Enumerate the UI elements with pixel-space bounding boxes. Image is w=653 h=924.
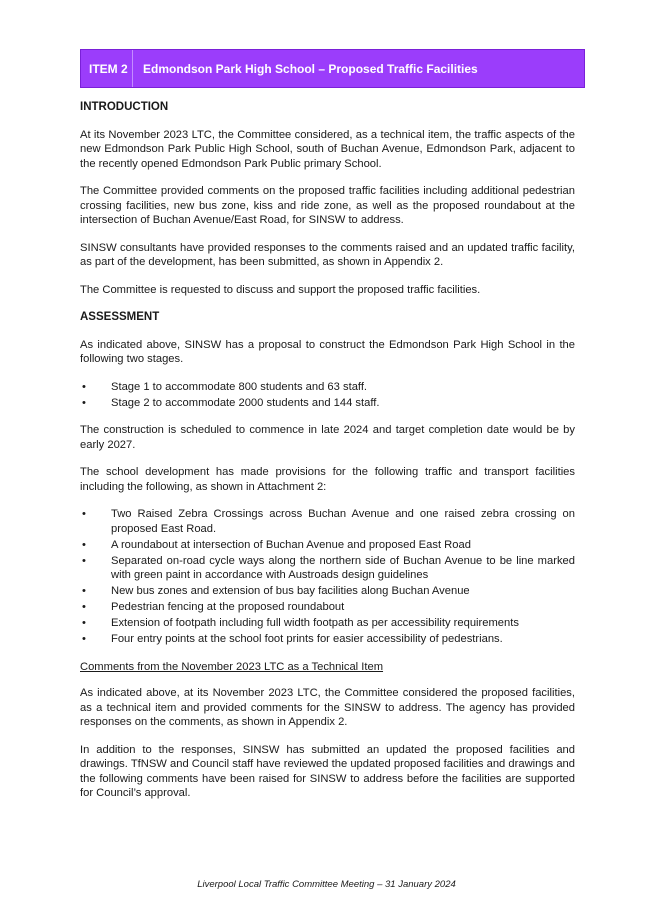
intro-paragraph-4: The Committee is requested to discuss and support the proposed traffic facilities. bbox=[80, 283, 481, 296]
comments-paragraph-2: In addition to the responses, SINSW has submitted an updated the proposed facilities and drawings. TfNSW and Council staff have reviewed the updated proposed facilities and drawings and the following comments have been raised for SINSW to address before the facilities are supported for Council’s approval. bbox=[80, 743, 575, 799]
comments-paragraph-1: As indicated above, at its November 2023 LTC, the Committee considered the proposed facilities, as a technical item and provided comments for the SINSW to address. The agency has provided responses on the comments, as shown in Appendix 2. bbox=[80, 687, 575, 728]
list-item: • Stage 2 to accommodate 2000 students and 144 staff. bbox=[80, 396, 575, 411]
assessment-intro: As indicated above, SINSW has a proposal to construct the Edmondson Park High School in the following two stages. bbox=[80, 338, 575, 365]
page-footer: Liverpool Local Traffic Committee Meeting – 31 January 2024 bbox=[197, 879, 456, 890]
list-item: • Stage 1 to accommodate 800 students and 63 staff. bbox=[80, 380, 575, 395]
intro-paragraph-2: The Committee provided comments on the proposed traffic facilities including additional pedestrian crossing facilities, new bus zone, kiss and ride zone, as well as the proposed roundabout at the intersection of Buchan Avenue/East Road, for SINSW to address. bbox=[80, 185, 575, 226]
list-item: • Four entry points at the school foot prints for easier accessibility of pedestrians. bbox=[80, 632, 575, 647]
list-item: • Separated on-road cycle ways along the northern side of Buchan Avenue to be line marked with green paint in accordance with Austroads design guidelines bbox=[80, 554, 575, 583]
assessment-heading: ASSESSMENT bbox=[80, 311, 160, 323]
item-title: Edmondson Park High School – Proposed Traffic Facilities bbox=[143, 61, 478, 76]
list-item: • Pedestrian fencing at the proposed roundabout bbox=[80, 600, 575, 615]
provisions-list bbox=[80, 507, 575, 647]
list-item: • Extension of footpath including full width footpath as per accessibility requirements bbox=[80, 616, 575, 631]
item-header-bar bbox=[80, 49, 585, 88]
provisions-intro: The school development has made provisions for the following traffic and transport facilities including the following, as shown in Attachment 2: bbox=[80, 466, 575, 493]
comments-subheading: Comments from the November 2023 LTC as a Technical Item bbox=[80, 660, 384, 673]
document-body bbox=[80, 100, 575, 814]
item-number: ITEM 2 bbox=[81, 50, 133, 87]
list-item: • Two Raised Zebra Crossings across Buchan Avenue and one raised zebra crossing on proposed East Road. bbox=[80, 507, 575, 536]
introduction-heading: INTRODUCTION bbox=[80, 101, 169, 113]
stages-list bbox=[80, 380, 575, 411]
list-item: • A roundabout at intersection of Buchan Avenue and proposed East Road bbox=[80, 538, 575, 553]
construction-paragraph: The construction is scheduled to commence in late 2024 and target completion date would be by early 2027. bbox=[80, 424, 575, 451]
intro-paragraph-3: SINSW consultants have provided responses to the comments raised and an updated traffic facility, as part of the development, has been submitted, as shown in Appendix 2. bbox=[80, 241, 575, 268]
list-item: • New bus zones and extension of bus bay facilities along Buchan Avenue bbox=[80, 584, 575, 599]
intro-paragraph-1: At its November 2023 LTC, the Committee considered, as a technical item, the traffic aspects of the new Edmondson Park Public High School, south of Buchan Avenue, Edmondson Park, adjacent to the recently opened Edmondson Park Public primary School. bbox=[80, 128, 575, 170]
